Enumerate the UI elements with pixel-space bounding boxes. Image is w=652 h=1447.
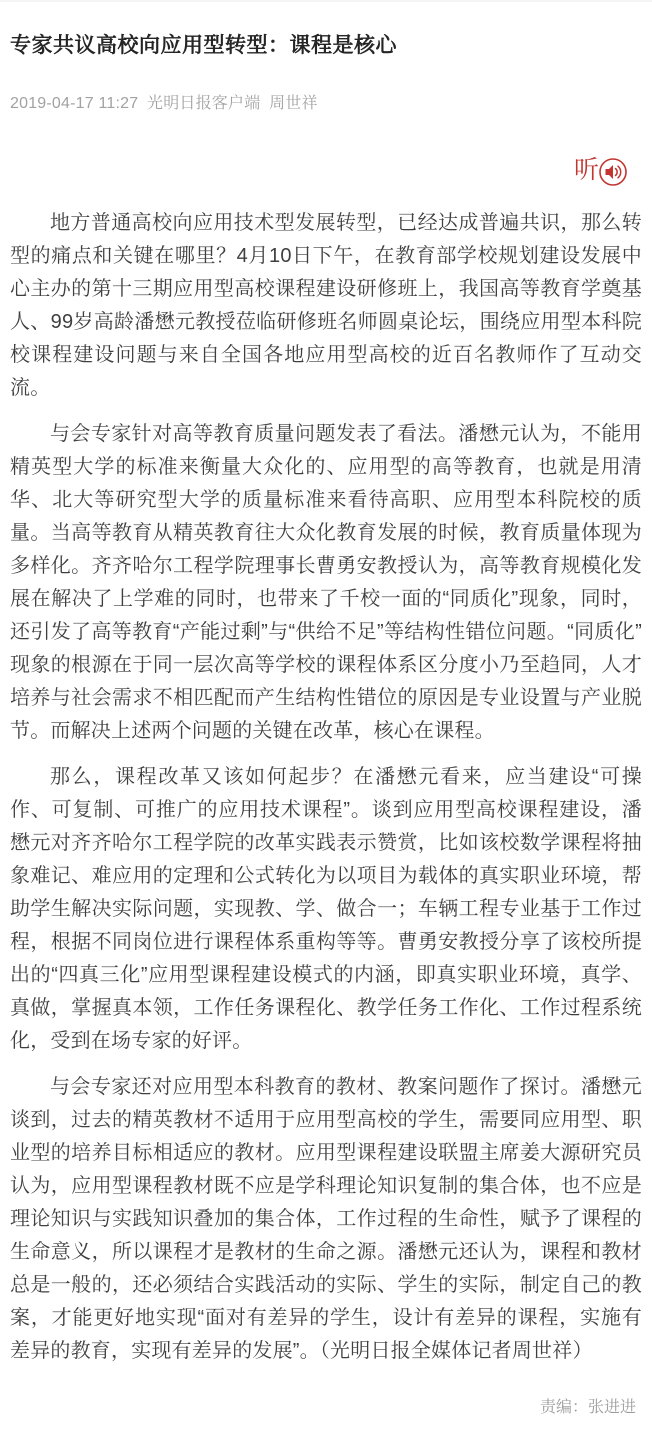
- article-paragraph-4: 与会专家还对应用型本科教育的教材、教案问题作了探讨。潘懋元谈到，过去的精英教材不适用于应用型高校的学生，需要同应用型、职业型的培养目标相适应的教材。应用型课程建设联盟主席姜大源研究员认为，应用型课程教材既不应是学科理论知识复制的集合体，也不应是理论知识与实践知识叠加的集合体，工作过程的生命性，赋予了课程的生命意义，所以课程才是教材的生命之源。潘懋元还认为，课程和教材总是一般的，还必须结合实践活动的实际、学生的实际，制定自己的教案，才能更好地实现“面对有差异的学生，设计有差异的课程，实施有差异的教育，实现有差异的发展”。（光明日报全媒体记者周世祥）: [10, 1076, 642, 1363]
- listen-button[interactable]: [574, 153, 628, 187]
- article-datetime: 2019-04-17 11:27: [10, 95, 139, 113]
- article-body: [10, 207, 642, 1368]
- article-author: 周世祥: [269, 95, 318, 113]
- article-paragraph-2: 与会专家针对高等教育质量问题发表了看法。潘懋元认为，不能用精英型大学的标准来衡量大众化的、应用型的高等教育，也就是用清华、北大等研究型大学的质量标准来看待高职、应用型本科院校的质量。当高等教育从精英教育往大众化教育发展的时候，教育质量体现为多样化。齐齐哈尔工程学院理事长曹勇安教授认为，高等教育规模化发展在解决了上学难的同时，也带来了千校一面的“同质化”现象，同时，还引发了高等教育“产能过剩”与“供给不足”等结构性错位问题。“同质化”现象的根源在于同一层次高等学校的课程体系区分度小乃至趋同，人才培养与社会需求不相匹配而产生结构性错位的原因是专业设置与产业脱节。而解决上述两个问题的关键在改革，核心在课程。: [10, 423, 642, 743]
- editor-note: 责编：张进进: [539, 1399, 636, 1417]
- listen-row: [10, 153, 642, 187]
- article-paragraph-3: 那么，课程改革又该如何起步？在潘懋元看来，应当建设“可操作、可复制、可推广的应用技术课程”。谈到应用型高校课程建设，潘懋元对齐齐哈尔工程学院的改革实践表示赞赏，比如该校数学课程将抽象难记、难应用的定理和公式转化为以项目为载体的真实职业环境，帮助学生解决实际问题，实现教、学、做合一；车辆工程专业基于工作过程，根据不同岗位进行课程体系重构等等。曹勇安教授分享了该校所提出的“四真三化”应用型课程建设模式的内涵，即真实职业环境，真学、真做，掌握真本领，工作任务课程化、教学任务工作化、工作过程系统化，受到在场专家的好评。: [10, 766, 642, 1053]
- article-source: 光明日报客户端: [147, 95, 261, 113]
- article-title: 专家共议高校向应用型转型：课程是核心: [10, 34, 397, 57]
- listen-label: 听: [573, 155, 599, 184]
- speaker-icon: [598, 157, 628, 187]
- article-paragraph-1: 地方普通高校向应用技术型发展转型，已经达成普遍共识，那么转型的痛点和关键在哪里？4月10日下午，在教育部学校规划建设发展中心主办的第十三期应用型高校课程建设研修班上，我国高等教育学奠基人、99岁高龄潘懋元教授莅临研修班名师圆桌论坛，围绕应用型本科院校课程建设问题与来自全国各地应用型高校的近百名教师作了互动交流。: [10, 212, 642, 400]
- article-meta: [10, 90, 642, 113]
